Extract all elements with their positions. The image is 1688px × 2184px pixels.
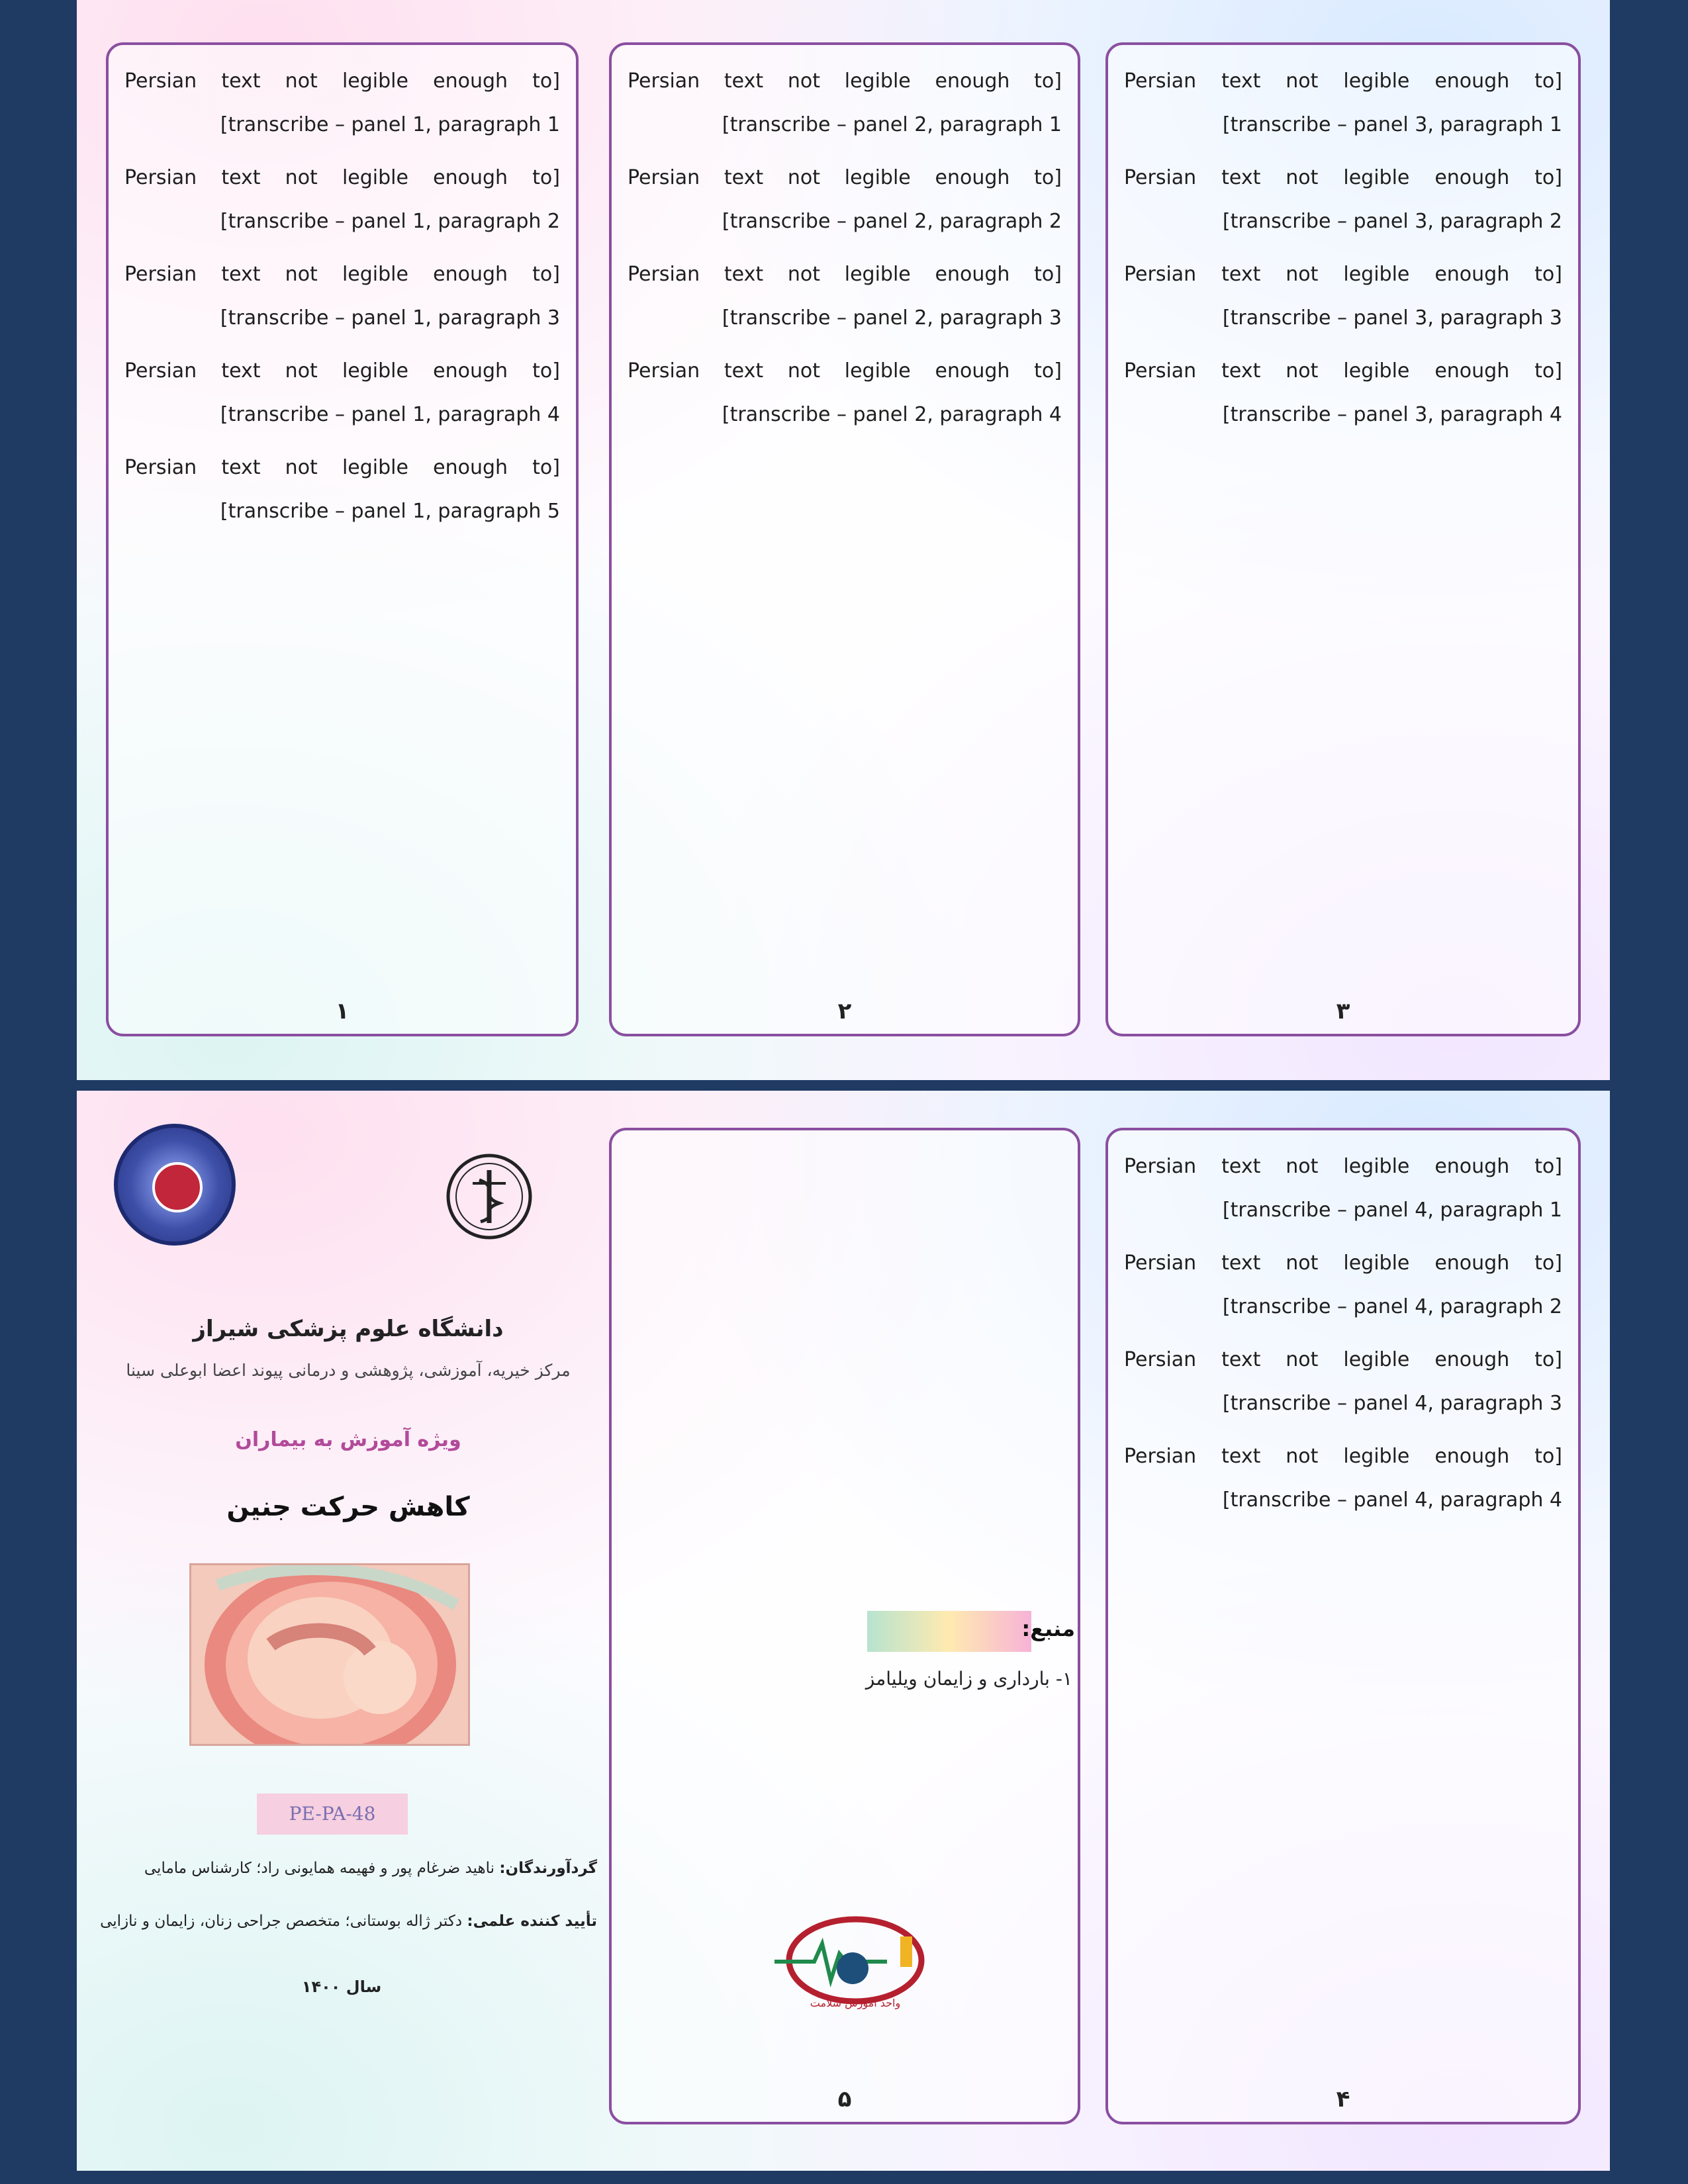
audience-label: ویژه آموزش به بیماران — [235, 1428, 461, 1451]
health-logo-caption: واحد آموزش سلامت — [810, 1997, 901, 2009]
panel-1-paragraph: [Persian text not legible enough to transcribe – panel 1, paragraph 3] — [124, 263, 560, 330]
cover-panel — [77, 1091, 620, 2171]
publication-year: سال ۱۴۰۰ — [301, 1978, 382, 1996]
panel-2-text — [628, 60, 1062, 446]
panel-2-paragraph: [Persian text not legible enough to transcribe – panel 2, paragraph 2] — [628, 166, 1062, 233]
panel-2-paragraph: [Persian text not legible enough to transcribe – panel 2, paragraph 4] — [628, 359, 1062, 426]
panel-3-paragraph: [Persian text not legible enough to transcribe – panel 3, paragraph 2] — [1124, 166, 1562, 233]
page-number: ۵ — [837, 2086, 852, 2113]
panel-page-3 — [1105, 42, 1581, 1036]
panel-1-text — [124, 60, 560, 543]
panel-3-paragraph: [Persian text not legible enough to transcribe – panel 3, paragraph 4] — [1124, 359, 1562, 426]
page-number: ۴ — [1336, 2086, 1350, 2113]
panel-4-paragraph: [Persian text not legible enough to transcribe – panel 4, paragraph 4] — [1124, 1445, 1562, 1512]
center-name: مرکز خیریه، آموزشی، پژوهشی و درمانی پیوند اعضا ابوعلی سینا — [126, 1361, 571, 1380]
panel-page-5 — [609, 1128, 1080, 2124]
university-name: دانشگاه علوم پزشکی شیراز — [193, 1316, 504, 1342]
page-number: ۲ — [837, 998, 852, 1024]
approver-name: دکتر ژاله بوستانی؛ متخصص جراحی زنان، زایمان و نازایی — [100, 1913, 463, 1930]
source-item: ۱- بارداری و زایمان ویلیامز — [865, 1668, 1072, 1690]
page-number: ۳ — [1336, 998, 1350, 1024]
compilers-names: ناهید ضرغام پور و فهیمه همایونی راد؛ کارشناس مامایی — [144, 1860, 495, 1877]
panel-2-paragraph: [Persian text not legible enough to transcribe – panel 2, paragraph 3] — [628, 263, 1062, 330]
panel-3-paragraph: [Persian text not legible enough to transcribe – panel 3, paragraph 3] — [1124, 263, 1562, 330]
document-code: PE-PA-48 — [257, 1794, 408, 1835]
panel-page-2 — [609, 42, 1080, 1036]
brochure-inside-sheet — [77, 0, 1610, 1080]
document-title: کاهش حرکت جنین — [226, 1492, 470, 1522]
compilers-line — [90, 1860, 597, 1877]
shiraz-university-logo — [440, 1144, 539, 1256]
fetus-illustration — [189, 1563, 470, 1746]
source-heading: منبع: — [1021, 1616, 1075, 1641]
panel-3-paragraph: [Persian text not legible enough to transcribe – panel 3, paragraph 1] — [1124, 69, 1562, 136]
approver-line — [90, 1913, 597, 1930]
panel-3-text — [1124, 60, 1562, 446]
panel-1-paragraph: [Persian text not legible enough to transcribe – panel 1, paragraph 4] — [124, 359, 560, 426]
organ-transplant-center-logo — [114, 1124, 236, 1246]
panel-1-paragraph: [Persian text not legible enough to transcribe – panel 1, paragraph 2] — [124, 166, 560, 233]
panel-2-paragraph: [Persian text not legible enough to transcribe – panel 2, paragraph 1] — [628, 69, 1062, 136]
panel-page-1 — [106, 42, 579, 1036]
panel-4-paragraph: [Persian text not legible enough to transcribe – panel 4, paragraph 1] — [1124, 1155, 1562, 1222]
panel-1-paragraph: [Persian text not legible enough to transcribe – panel 1, paragraph 5] — [124, 456, 560, 523]
compilers-label: گردآورندگان: — [499, 1860, 597, 1877]
brochure-outside-sheet — [77, 1091, 1610, 2171]
panel-page-4 — [1105, 1128, 1581, 2124]
page-number: ۱ — [335, 998, 350, 1024]
sheet-divider — [77, 1080, 1610, 1091]
panel-1-paragraph: [Persian text not legible enough to transcribe – panel 1, paragraph 1] — [124, 69, 560, 136]
panel-4-paragraph: [Persian text not legible enough to transcribe – panel 4, paragraph 3] — [1124, 1348, 1562, 1415]
panel-4-text — [1124, 1145, 1562, 1531]
health-education-unit-logo — [768, 1914, 943, 2013]
approver-label: تأیید کننده علمی: — [467, 1913, 597, 1930]
panel-4-paragraph: [Persian text not legible enough to transcribe – panel 4, paragraph 2] — [1124, 1251, 1562, 1318]
